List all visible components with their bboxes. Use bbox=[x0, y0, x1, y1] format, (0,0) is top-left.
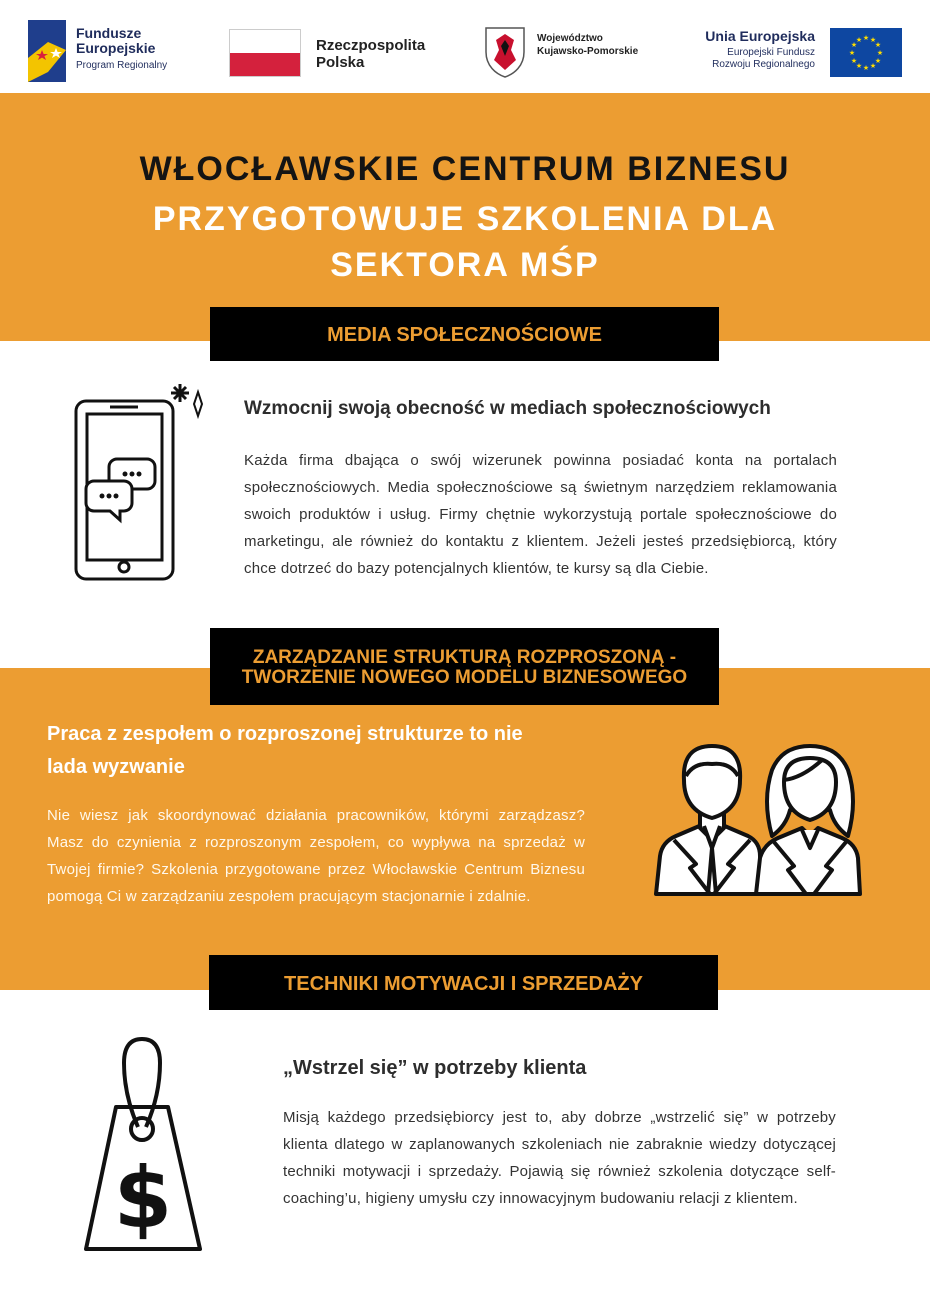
title-line3: SEKTORA MŚP bbox=[330, 246, 600, 284]
section1-subtitle: Wzmocnij swoją obecność w mediach społecznościowych bbox=[244, 398, 771, 419]
svg-text:★: ★ bbox=[862, 34, 870, 42]
svg-text:★: ★ bbox=[862, 64, 870, 72]
poland-flag-icon bbox=[229, 29, 301, 77]
kp-line2: Kujawsko-Pomorskie bbox=[537, 46, 639, 57]
ue-logo-text bbox=[705, 30, 815, 71]
section1-heading-text: MEDIA SPOŁECZNOŚCIOWE bbox=[327, 324, 602, 346]
section-heading-motivation-sales bbox=[209, 955, 718, 1010]
section1-paragraph: Każda firma dbająca o swój wizerunek powinna posiadać konta na portalach społecznościowych. Media społecznościowe są świetnym narzędziem reklamowania swoich produktów i usług. Firmy chętnie wykorzystują portale społecznościowe do marketingu, ale również do kontaktu z klientem. Jeżeli jesteś przedsiębiorcą, który chce dotrzeć do bazy potencjalnych klientów, te kursy są dla Ciebie. bbox=[244, 452, 837, 577]
section-heading-distributed-structure bbox=[210, 628, 719, 705]
svg-text:★: ★ bbox=[869, 62, 877, 70]
section2-heading-line1: ZARZĄDZANIE STRUKTURĄ ROZPROSZONĄ - bbox=[252, 647, 677, 668]
section3-heading-text: TECHNIKI MOTYWACJI I SPRZEDAŻY bbox=[284, 973, 643, 995]
svg-text:★: ★ bbox=[855, 62, 863, 70]
ue-line1: Unia Europejska bbox=[705, 28, 815, 44]
svg-text:$: $ bbox=[113, 1149, 173, 1247]
svg-text:★: ★ bbox=[874, 57, 882, 65]
svg-text:★: ★ bbox=[874, 41, 882, 49]
pl-line1: Rzeczpospolita bbox=[316, 37, 426, 54]
pl-line2: Polska bbox=[316, 54, 365, 71]
ue-line3: Rozwoju Regionalnego bbox=[712, 59, 815, 70]
page-title-line2 bbox=[0, 196, 930, 288]
svg-text:★: ★ bbox=[876, 49, 884, 57]
kp-line1: Województwo bbox=[537, 33, 603, 44]
page-title-line1: WŁOCŁAWSKIE CENTRUM BIZNESU bbox=[139, 150, 791, 188]
section2-paragraph: Nie wiesz jak skoordynować działania pracowników, którymi zarządzasz? Masz do czynienia z rozproszonym zespołem, co wypływa na sprzedaż w Twojej firmie? Szkolenia przygotowane przez Włocławskie Centrum Biznesu pomogą Ci w zarządzaniu zespołem pracującym stacjonarnie i zdalnie. bbox=[47, 807, 585, 905]
svg-text:★: ★ bbox=[869, 36, 877, 44]
fe-line1: Fundusze bbox=[76, 25, 142, 41]
section3-subtitle: „Wstrzel się” w potrzeby klienta bbox=[283, 1057, 587, 1079]
kujawsko-pomorskie-crest-icon bbox=[484, 26, 526, 78]
section3-paragraph: Misją każdego przedsiębiorcy jest to, aby dobrze „wstrzelić się” w potrzeby klienta dlatego w zaplanowanych szkoleniach nie zabraknie wiedzy dotyczącej techniki motywacji i sprzedaży. Pojawią się również szkolenia dotyczące self- coaching’u, higieny umysłu czy innowacyjnym budowaniu relacji z klientem. bbox=[283, 1109, 836, 1207]
smartphone-chat-icon bbox=[70, 380, 210, 585]
logo-bar bbox=[0, 0, 930, 93]
fe-line2: Europejskie bbox=[76, 40, 156, 56]
section2-heading-line2: TWORZENIE NOWEGO MODELU BIZNESOWEGO bbox=[241, 667, 688, 688]
fe-logo-text bbox=[76, 26, 167, 73]
eu-flag-icon bbox=[830, 28, 902, 77]
pl-logo-text bbox=[316, 37, 425, 71]
business-team-icon bbox=[652, 740, 864, 898]
svg-text:★: ★ bbox=[850, 41, 858, 49]
ue-line2: Europejski Fundusz bbox=[727, 47, 815, 58]
section-heading-social-media bbox=[210, 307, 719, 361]
title-line2: PRZYGOTOWUJE SZKOLENIA DLA bbox=[152, 200, 778, 238]
section2-subtitle: Praca z zespołem o rozproszonej strukturze to nie lada wyzwanie bbox=[47, 723, 523, 778]
kp-logo-text bbox=[537, 32, 638, 58]
fundusze-europejskie-logo-icon bbox=[28, 20, 68, 82]
fe-line3: Program Regionalny bbox=[76, 60, 168, 71]
svg-text:★: ★ bbox=[850, 57, 858, 65]
svg-text:★: ★ bbox=[848, 49, 856, 57]
svg-text:★: ★ bbox=[855, 36, 863, 44]
price-tag-dollar-icon bbox=[80, 1035, 210, 1257]
